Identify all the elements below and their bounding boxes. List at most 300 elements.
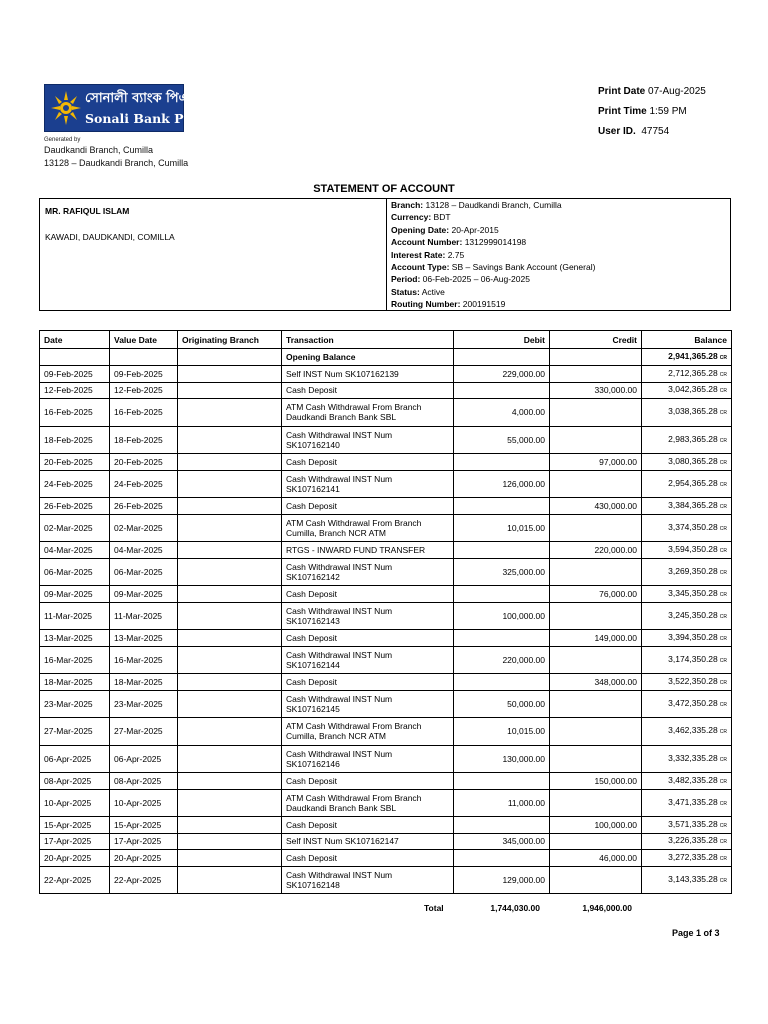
transaction-line: Cash Withdrawal INST Num: [286, 748, 393, 759]
table-row: [40, 690, 732, 718]
cell-balance: [642, 542, 732, 559]
cell-originating-branch: [178, 542, 282, 559]
cell-credit: [550, 718, 642, 746]
transaction-line: ATM Cash Withdrawal From Branch: [286, 792, 422, 803]
account-field-value: 20-Apr-2015: [451, 224, 499, 235]
user-id: [598, 126, 669, 137]
cell-balance: [642, 426, 732, 454]
cell-debit: 325,000.00: [454, 558, 550, 586]
credit-marker: CR: [719, 756, 727, 763]
cell-transaction: [282, 498, 454, 515]
transaction-line: Cash Deposit: [286, 632, 338, 643]
cell-transaction: [282, 470, 454, 498]
transaction-line: Cash Deposit: [286, 385, 338, 396]
cell-credit: [550, 558, 642, 586]
cell-debit: 11,000.00: [454, 789, 550, 817]
cell-balance: [642, 366, 732, 383]
credit-marker: CR: [719, 657, 727, 664]
cell-transaction: [282, 817, 454, 834]
table-row: [40, 366, 732, 383]
account-field-label: Interest Rate:: [391, 249, 446, 260]
transaction-line: SK107162143: [286, 615, 340, 626]
cell-transaction: [282, 850, 454, 867]
cell-balance: [642, 850, 732, 867]
cell-credit: 97,000.00: [550, 454, 642, 471]
transaction-line: Cash Withdrawal INST Num: [286, 605, 393, 616]
table-row: [40, 646, 732, 674]
cell-originating-branch: [178, 866, 282, 894]
cell-credit: [550, 366, 642, 383]
transaction-line: ATM Cash Withdrawal From Branch: [286, 721, 422, 732]
cell-value-date: 13-Mar-2025: [110, 630, 178, 647]
table-row: [40, 382, 732, 399]
cell-balance: [642, 789, 732, 817]
cell-debit: 55,000.00: [454, 426, 550, 454]
transaction-line: Cash Withdrawal INST Num: [286, 473, 393, 484]
cell-transaction: [282, 602, 454, 630]
print-date: [598, 86, 706, 97]
cell-transaction: [282, 866, 454, 894]
account-field: [391, 298, 595, 310]
cell-date: 12-Feb-2025: [40, 382, 110, 399]
cell-value-date: 11-Mar-2025: [110, 602, 178, 630]
transaction-line: ATM Cash Withdrawal From Branch: [286, 517, 422, 528]
cell-balance: [642, 690, 732, 718]
cell-debit: [454, 630, 550, 647]
cell-balance: [642, 817, 732, 834]
table-row: [40, 586, 732, 603]
table-row: [40, 745, 732, 773]
cell-balance: [642, 833, 732, 850]
cell-credit: 430,000.00: [550, 498, 642, 515]
cell-balance: [642, 399, 732, 427]
cell-date: 27-Mar-2025: [40, 718, 110, 746]
credit-marker: CR: [719, 371, 727, 378]
cell-debit: 4,000.00: [454, 399, 550, 427]
table-row: [40, 833, 732, 850]
bank-name-english: Sonali Bank PLC: [85, 111, 203, 126]
cell-transaction: [282, 718, 454, 746]
transaction-line: Daudkandi Branch Bank SBL: [286, 802, 397, 813]
page-number: Page 1 of 3: [672, 928, 720, 938]
table-row: [40, 718, 732, 746]
cell-date: 18-Feb-2025: [40, 426, 110, 454]
transaction-line: Cash Deposit: [286, 500, 338, 511]
cell-date: 06-Mar-2025: [40, 558, 110, 586]
total-label: Total: [424, 903, 444, 913]
cell-value-date: 22-Apr-2025: [110, 866, 178, 894]
cell-originating-branch: [178, 454, 282, 471]
table-row: [40, 789, 732, 817]
transaction-line: SK107162148: [286, 879, 340, 890]
print-time-value: 1:59 PM: [649, 106, 687, 117]
credit-marker: CR: [719, 839, 727, 846]
cell-debit: [454, 674, 550, 691]
cell-value-date: 26-Feb-2025: [110, 498, 178, 515]
cell-value-date: 18-Mar-2025: [110, 674, 178, 691]
balance-amount: 3,272,335.28: [668, 851, 718, 862]
cell-debit: [454, 773, 550, 790]
cell-transaction: [282, 630, 454, 647]
branch-line-2: 13128 – Daudkandi Branch, Cumilla: [44, 158, 189, 168]
cell-date: 04-Mar-2025: [40, 542, 110, 559]
account-box-divider: [386, 199, 387, 310]
cell-transaction: [282, 646, 454, 674]
account-field-value: 13128 – Daudkandi Branch, Cumilla: [425, 200, 562, 210]
cell-value-date: 06-Apr-2025: [110, 745, 178, 773]
credit-marker: CR: [719, 778, 727, 785]
transaction-line: Self INST Num SK107162139: [286, 368, 399, 379]
cell-balance: [642, 602, 732, 630]
account-field: [391, 249, 595, 261]
credit-marker: CR: [719, 459, 727, 466]
cell-originating-branch: [178, 690, 282, 718]
col-originating-branch: Originating Branch: [178, 331, 282, 349]
transaction-line: Self INST Num SK107162147: [286, 836, 399, 847]
table-row: [40, 470, 732, 498]
cell-balance: [642, 866, 732, 894]
table-row: [40, 630, 732, 647]
table-row: [40, 426, 732, 454]
col-balance: Balance: [642, 331, 732, 349]
col-transaction: Transaction: [282, 331, 454, 349]
table-row: [40, 817, 732, 834]
user-id-value: 47754: [641, 126, 670, 137]
cell-originating-branch: [178, 817, 282, 834]
cell-credit: 100,000.00: [550, 817, 642, 834]
balance-amount: 3,522,350.28: [668, 675, 718, 686]
account-holder-name: MR. RAFIQUL ISLAM: [45, 206, 130, 216]
transaction-line: SK107162140: [286, 439, 340, 450]
cell-debit: 129,000.00: [454, 866, 550, 894]
account-field-label: Account Number:: [391, 237, 463, 248]
balance-amount: 3,471,335.28: [668, 796, 718, 807]
balance-amount: 3,080,365.28: [668, 455, 718, 466]
account-field: [391, 286, 595, 298]
cell-originating-branch: [178, 470, 282, 498]
cell-originating-branch: [178, 745, 282, 773]
cell-value-date: 27-Mar-2025: [110, 718, 178, 746]
cell-value-date: 24-Feb-2025: [110, 470, 178, 498]
cell-debit: 10,015.00: [454, 514, 550, 542]
cell-value-date: 16-Mar-2025: [110, 646, 178, 674]
cell-balance: [642, 514, 732, 542]
cell-value-date: 12-Feb-2025: [110, 382, 178, 399]
balance-amount: 3,462,335.28: [668, 725, 718, 736]
cell-credit: [550, 646, 642, 674]
cell-debit: 229,000.00: [454, 366, 550, 383]
cell-credit: 76,000.00: [550, 586, 642, 603]
cell-originating-branch: [178, 630, 282, 647]
cell-debit: 130,000.00: [454, 745, 550, 773]
cell-balance: [642, 674, 732, 691]
account-field: [391, 211, 595, 223]
cell-credit: 330,000.00: [550, 382, 642, 399]
balance-amount: 3,482,335.28: [668, 774, 718, 785]
transaction-line: Cumilla, Branch NCR ATM: [286, 527, 386, 538]
table-row: [40, 558, 732, 586]
account-field-label: Routing Number:: [391, 299, 461, 310]
account-field-label: Opening Date:: [391, 224, 450, 235]
cell-debit: 50,000.00: [454, 690, 550, 718]
account-field: [391, 224, 595, 236]
cell-credit: [550, 470, 642, 498]
credit-marker: CR: [719, 591, 727, 598]
balance-amount: 3,269,350.28: [668, 565, 718, 576]
cell-value-date: 10-Apr-2025: [110, 789, 178, 817]
transaction-line: Cash Deposit: [286, 588, 338, 599]
cell-transaction: [282, 399, 454, 427]
cell-debit: 10,015.00: [454, 718, 550, 746]
transaction-line: SK107162144: [286, 659, 340, 670]
transaction-line: Cash Deposit: [286, 775, 338, 786]
cell-originating-branch: [178, 674, 282, 691]
col-debit: Debit: [454, 331, 550, 349]
credit-marker: CR: [719, 679, 727, 686]
cell-credit: 150,000.00: [550, 773, 642, 790]
balance-amount: 3,472,350.28: [668, 697, 718, 708]
cell-credit: [550, 833, 642, 850]
credit-marker: CR: [719, 410, 727, 417]
transaction-line: SK107162141: [286, 483, 340, 494]
cell-balance: [642, 470, 732, 498]
cell-value-date: 04-Mar-2025: [110, 542, 178, 559]
transaction-line: Cash Withdrawal INST Num: [286, 649, 393, 660]
cell-date: 16-Mar-2025: [40, 646, 110, 674]
cell-balance: [642, 586, 732, 603]
credit-marker: CR: [719, 855, 727, 862]
account-field-value: BDT: [433, 212, 451, 223]
cell-value-date: 17-Apr-2025: [110, 833, 178, 850]
statement-title: STATEMENT OF ACCOUNT: [313, 183, 455, 195]
balance-amount: 3,345,350.28: [668, 587, 718, 598]
account-holder-address: KAWADI, DAUDKANDI, COMILLA: [45, 232, 175, 242]
cell-transaction: [282, 586, 454, 603]
cell-balance: [642, 558, 732, 586]
cell-balance: [642, 718, 732, 746]
cell-transaction: [282, 558, 454, 586]
account-field-value: 1312999014198: [464, 237, 527, 248]
account-field: [391, 199, 595, 211]
cell-balance: [642, 646, 732, 674]
cell-date: 02-Mar-2025: [40, 514, 110, 542]
cell-credit: [550, 789, 642, 817]
cell-originating-branch: [178, 558, 282, 586]
table-row: [40, 514, 732, 542]
cell-credit: [550, 426, 642, 454]
cell-credit: 220,000.00: [550, 542, 642, 559]
cell-credit: [550, 399, 642, 427]
cell-date: 09-Mar-2025: [40, 586, 110, 603]
account-field: [391, 273, 595, 285]
credit-marker: CR: [719, 729, 727, 736]
cell-credit: [550, 745, 642, 773]
cell-value-date: 06-Mar-2025: [110, 558, 178, 586]
balance-amount: 3,038,365.28: [668, 406, 718, 417]
cell-transaction: [282, 789, 454, 817]
credit-marker: CR: [719, 701, 727, 708]
table-row: [40, 498, 732, 515]
cell-transaction: [282, 454, 454, 471]
account-field-label: Status:: [391, 286, 420, 297]
bank-logo: [44, 84, 211, 132]
cell-debit: 220,000.00: [454, 646, 550, 674]
balance-amount: 3,374,350.28: [668, 521, 718, 532]
table-row: [40, 454, 732, 471]
balance-amount: 3,384,365.28: [668, 499, 718, 510]
transaction-line: SK107162146: [286, 758, 340, 769]
cell-credit: 46,000.00: [550, 850, 642, 867]
bank-name-bangla: সোনালী ব্যাংক পিএলসি: [85, 91, 211, 106]
col-date: Date: [40, 331, 110, 349]
generated-by-label: Generated by: [44, 137, 81, 143]
transaction-line: Cash Deposit: [286, 819, 338, 830]
cell-date: 20-Apr-2025: [40, 850, 110, 867]
cell-credit: [550, 514, 642, 542]
cell-originating-branch: [178, 382, 282, 399]
cell-value-date: 09-Mar-2025: [110, 586, 178, 603]
cell-debit: 126,000.00: [454, 470, 550, 498]
cell-originating-branch: [178, 773, 282, 790]
credit-marker: CR: [719, 437, 727, 444]
account-field-label: Branch:: [391, 200, 424, 210]
balance-amount: 3,143,335.28: [668, 873, 718, 884]
cell-balance: [642, 454, 732, 471]
cell-credit: 348,000.00: [550, 674, 642, 691]
cell-value-date: 16-Feb-2025: [110, 399, 178, 427]
account-field-label: Period:: [391, 274, 421, 285]
cell-originating-branch: [178, 602, 282, 630]
cell-date: 22-Apr-2025: [40, 866, 110, 894]
cell-credit: [550, 690, 642, 718]
account-details: [391, 199, 595, 311]
credit-marker: CR: [719, 569, 727, 576]
cell-date: 15-Apr-2025: [40, 817, 110, 834]
balance-amount: 2,712,365.28: [668, 367, 718, 378]
cell-balance: [642, 498, 732, 515]
credit-marker: CR: [719, 822, 727, 829]
cell-credit: 149,000.00: [550, 630, 642, 647]
cell-value-date: 23-Mar-2025: [110, 690, 178, 718]
transaction-line: Cash Withdrawal INST Num: [286, 693, 393, 704]
cell-transaction: [282, 745, 454, 773]
cell-balance: [642, 773, 732, 790]
cell-originating-branch: [178, 850, 282, 867]
opening-balance-row: [40, 349, 732, 366]
cell-originating-branch: [178, 789, 282, 817]
table-row: [40, 850, 732, 867]
print-time: [598, 106, 687, 117]
transaction-line: ATM Cash Withdrawal From Branch: [286, 402, 422, 413]
cell-transaction: [282, 773, 454, 790]
cell-date: 17-Apr-2025: [40, 833, 110, 850]
cell-originating-branch: [178, 586, 282, 603]
cell-date: 08-Apr-2025: [40, 773, 110, 790]
cell-date: 20-Feb-2025: [40, 454, 110, 471]
transaction-line: SK107162142: [286, 571, 340, 582]
col-value-date: Value Date: [110, 331, 178, 349]
cell-credit: [550, 602, 642, 630]
transaction-line: Cash Withdrawal INST Num: [286, 561, 393, 572]
cell-originating-branch: [178, 426, 282, 454]
total-credit: 1,946,000.00: [582, 903, 632, 913]
account-field-value: 2.75: [447, 249, 465, 260]
cell-originating-branch: [178, 366, 282, 383]
balance-amount: 2,983,365.28: [668, 433, 718, 444]
cell-transaction: [282, 833, 454, 850]
credit-marker: CR: [719, 877, 727, 884]
cell-date: 10-Apr-2025: [40, 789, 110, 817]
cell-debit: [454, 850, 550, 867]
print-date-value: 07-Aug-2025: [648, 86, 706, 97]
cell-value-date: 15-Apr-2025: [110, 817, 178, 834]
transaction-line: Cash Deposit: [286, 456, 338, 467]
cell-debit: [454, 817, 550, 834]
cell-originating-branch: [178, 498, 282, 515]
table-row: [40, 399, 732, 427]
cell-value-date: 18-Feb-2025: [110, 426, 178, 454]
cell-date: 09-Feb-2025: [40, 366, 110, 383]
table-row: [40, 674, 732, 691]
balance-amount: 3,245,350.28: [668, 609, 718, 620]
account-field-value: 200191519: [462, 299, 506, 310]
credit-marker: CR: [719, 800, 727, 807]
account-field-label: Currency:: [391, 212, 432, 223]
cell-date: 11-Mar-2025: [40, 602, 110, 630]
balance-amount: 2,954,365.28: [668, 477, 718, 488]
cell-date: 18-Mar-2025: [40, 674, 110, 691]
table-row: [40, 542, 732, 559]
account-field-value: Active: [421, 286, 445, 297]
credit-marker: CR: [719, 635, 727, 642]
opening-balance-value: 2,941,365.28 CR: [642, 349, 732, 366]
cell-date: 23-Mar-2025: [40, 690, 110, 718]
balance-amount: 3,594,350.28: [668, 543, 718, 554]
cell-transaction: [282, 690, 454, 718]
cell-debit: [454, 498, 550, 515]
transaction-line: Cash Withdrawal INST Num: [286, 869, 393, 880]
table-row: [40, 866, 732, 894]
account-field: [391, 236, 595, 248]
cell-transaction: [282, 542, 454, 559]
account-field-value: 06-Feb-2025 – 06-Aug-2025: [422, 274, 530, 285]
balance-amount: 3,042,365.28: [668, 384, 718, 395]
transaction-line: Cash Deposit: [286, 676, 338, 687]
cell-date: 16-Feb-2025: [40, 399, 110, 427]
cell-debit: [454, 454, 550, 471]
cell-value-date: 20-Apr-2025: [110, 850, 178, 867]
cell-originating-branch: [178, 833, 282, 850]
table-header-row: [40, 331, 732, 349]
table-row: [40, 602, 732, 630]
cell-value-date: 02-Mar-2025: [110, 514, 178, 542]
opening-balance-label: Opening Balance: [282, 349, 454, 366]
transaction-line: SK107162145: [286, 703, 340, 714]
cell-originating-branch: [178, 718, 282, 746]
cell-date: 13-Mar-2025: [40, 630, 110, 647]
branch-line-1: Daudkandi Branch, Cumilla: [44, 145, 154, 155]
cell-originating-branch: [178, 514, 282, 542]
cell-originating-branch: [178, 399, 282, 427]
cell-balance: [642, 745, 732, 773]
cell-debit: [454, 542, 550, 559]
balance-amount: 3,174,350.28: [668, 653, 718, 664]
transaction-line: RTGS - INWARD FUND TRANSFER: [286, 544, 426, 555]
transaction-line: Cumilla, Branch NCR ATM: [286, 731, 386, 742]
cell-balance: [642, 630, 732, 647]
sun-emblem-icon: [51, 90, 81, 126]
cell-value-date: 20-Feb-2025: [110, 454, 178, 471]
